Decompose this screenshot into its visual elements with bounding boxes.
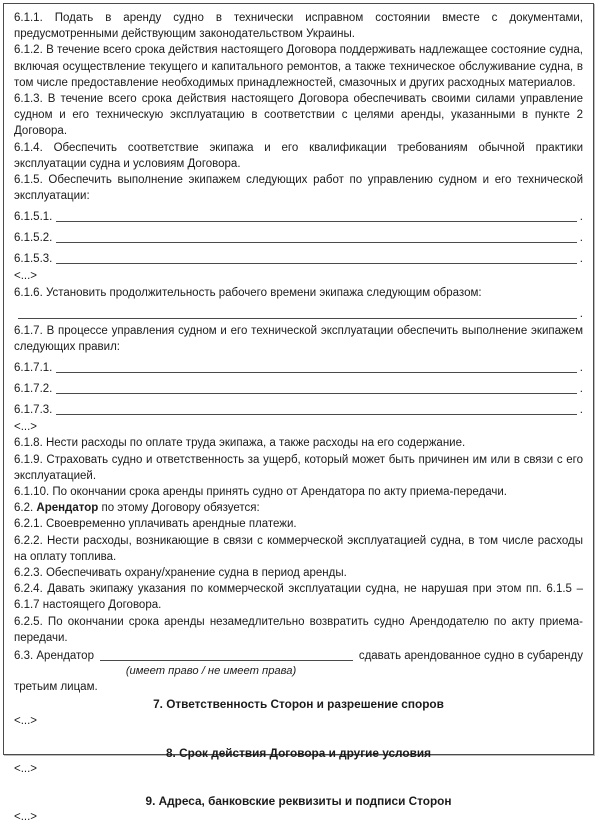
fill-in-row-6-1-7-1 bbox=[14, 357, 583, 376]
clause-6-1-10: 6.1.10. По окончании срока аренды принять судно от Арендатора по акту приема-передачи. bbox=[14, 486, 507, 499]
clause-6-2-4: 6.2.4. Давать экипажу указания по коммерческой эксплуатации судна, не нарушая при этом пп. 6.1.5 – 6.1.7 настоящего Договора. bbox=[14, 583, 583, 612]
clause-6-2-5: 6.2.5. По окончании срока аренды незамедлительно возвратить судно Арендодателю по акту приема-передачи. bbox=[14, 615, 583, 644]
fill-in-row-6-1-7-3 bbox=[14, 399, 583, 418]
fill-in-row-6-1-5-1 bbox=[14, 206, 583, 225]
line-end-period: . bbox=[579, 307, 583, 320]
omitted-text-placeholder: <...> bbox=[14, 421, 38, 434]
section-9-heading: 9. Адреса, банковские реквизиты и подписи Сторон bbox=[145, 794, 452, 809]
clause-number-6-1-5-1: 6.1.5.1. bbox=[14, 211, 53, 224]
blank-underline-6-3[interactable] bbox=[100, 650, 353, 661]
clause-6-1-8: 6.1.8. Нести расходы по оплате труда экипажа, а также расходы на его содержание. bbox=[14, 437, 466, 450]
omitted-text-placeholder: <...> bbox=[14, 811, 38, 824]
omitted-text-placeholder: <...> bbox=[14, 714, 38, 727]
clause-6-1-6: 6.1.6. Установить продолжительность рабочего времени экипажа следующим образом: bbox=[14, 286, 482, 299]
clause-6-1-1: 6.1.1. Подать в аренду судно в технически исправном состоянии вместе с документами, предусмотренными действующим законодательством Украины. bbox=[14, 12, 583, 41]
clause-6-2-3: 6.2.3. Обеспечивать охрану/хранение судна в период аренды. bbox=[14, 567, 347, 580]
line-end-period: . bbox=[579, 404, 583, 417]
clause-6-2-number: 6.2. bbox=[14, 502, 37, 515]
section-8-heading: 8. Срок действия Договора и другие условия bbox=[166, 745, 431, 760]
line-end-period: . bbox=[579, 232, 583, 245]
clause-6-1-7: 6.1.7. В процессе управления судном и его технической эксплуатации обеспечить выполнение экипажем следующих правил: bbox=[14, 324, 583, 354]
fill-in-row-6-1-5-2 bbox=[14, 227, 583, 246]
clause-number-6-1-7-2: 6.1.7.2. bbox=[14, 383, 53, 396]
clause-number-6-1-7-1: 6.1.7.1. bbox=[14, 362, 53, 375]
blank-underline-6-1-7-2[interactable] bbox=[56, 383, 576, 394]
clause-6-3-fill-hint: (имеет право / не имеет права) bbox=[125, 665, 297, 678]
clause-6-3-row bbox=[14, 647, 583, 664]
clause-6-1-4: 6.1.4. Обеспечить соответствие экипажа и его квалификации требованиям обычной практики эксплуатации судна и условиям Договора. bbox=[14, 141, 583, 170]
clause-6-2-text: по этому Договору обязуется: bbox=[98, 502, 260, 515]
clause-6-3-tail: третьим лицам. bbox=[14, 681, 98, 694]
blank-underline-6-1-7-3[interactable] bbox=[56, 404, 576, 415]
fill-in-row-6-1-6 bbox=[14, 303, 583, 322]
blank-underline-6-1-7-1[interactable] bbox=[56, 362, 576, 373]
line-end-period: . bbox=[579, 211, 583, 224]
section-7-heading: 7. Ответственность Сторон и разрешение споров bbox=[153, 697, 444, 712]
clause-6-1-5: 6.1.5. Обеспечить выполнение экипажем следующих работ по управлению судном и его технической эксплуатации: bbox=[14, 174, 583, 203]
clause-number-6-1-5-2: 6.1.5.2. bbox=[14, 232, 53, 245]
clause-6-3-trail: сдавать арендованное судно в субаренду bbox=[358, 649, 583, 662]
clause-6-3-lead: 6.3. Арендатор bbox=[14, 649, 94, 662]
omitted-text-placeholder: <...> bbox=[14, 270, 38, 283]
fill-in-row-6-1-5-3 bbox=[14, 248, 583, 267]
blank-underline-6-1-5-2[interactable] bbox=[56, 232, 576, 243]
clause-6-1-9: 6.1.9. Страховать судно и ответственность за ущерб, который может быть причинен им или в связи с его эксплуатацией. bbox=[14, 453, 583, 482]
blank-underline-6-1-5-3[interactable] bbox=[56, 253, 576, 264]
clause-6-1-2: 6.1.2. В течение всего срока действия настоящего Договора поддерживать надлежащее состояние судна, включая осуществление текущего и капитального ремонтов, а также техническое обслуживание судна, в том числе предоставление необходимых принадлежностей, смазочных и других расходных материалов. bbox=[14, 44, 583, 89]
clause-number-6-1-5-3: 6.1.5.3. bbox=[14, 253, 53, 266]
omitted-text-placeholder: <...> bbox=[14, 762, 38, 775]
clause-number-6-1-7-3: 6.1.7.3. bbox=[14, 404, 53, 417]
line-end-period: . bbox=[579, 383, 583, 396]
clause-6-2-2: 6.2.2. Нести расходы, возникающие в связи с коммерческой эксплуатацией судна, в том числе расходы на оплату топлива. bbox=[14, 534, 583, 563]
blank-underline-6-1-6[interactable] bbox=[18, 308, 577, 319]
clause-6-2 bbox=[14, 500, 583, 516]
contract-page bbox=[3, 3, 594, 824]
clause-6-2-term-arendator: Арендатор bbox=[36, 502, 99, 515]
clause-6-2-1: 6.2.1. Своевременно уплачивать арендные платежи. bbox=[14, 518, 297, 531]
clause-6-1-3: 6.1.3. В течение всего срока действия настоящего Договора обеспечивать своими силами управление судном и его техническую эксплуатацию в соответствии с целями аренды, указанными в пункте 2 Договора. bbox=[14, 93, 583, 138]
blank-underline-6-1-5-1[interactable] bbox=[56, 211, 576, 222]
line-end-period: . bbox=[579, 362, 583, 375]
fill-in-row-6-1-7-2 bbox=[14, 378, 583, 397]
line-end-period: . bbox=[579, 253, 583, 266]
